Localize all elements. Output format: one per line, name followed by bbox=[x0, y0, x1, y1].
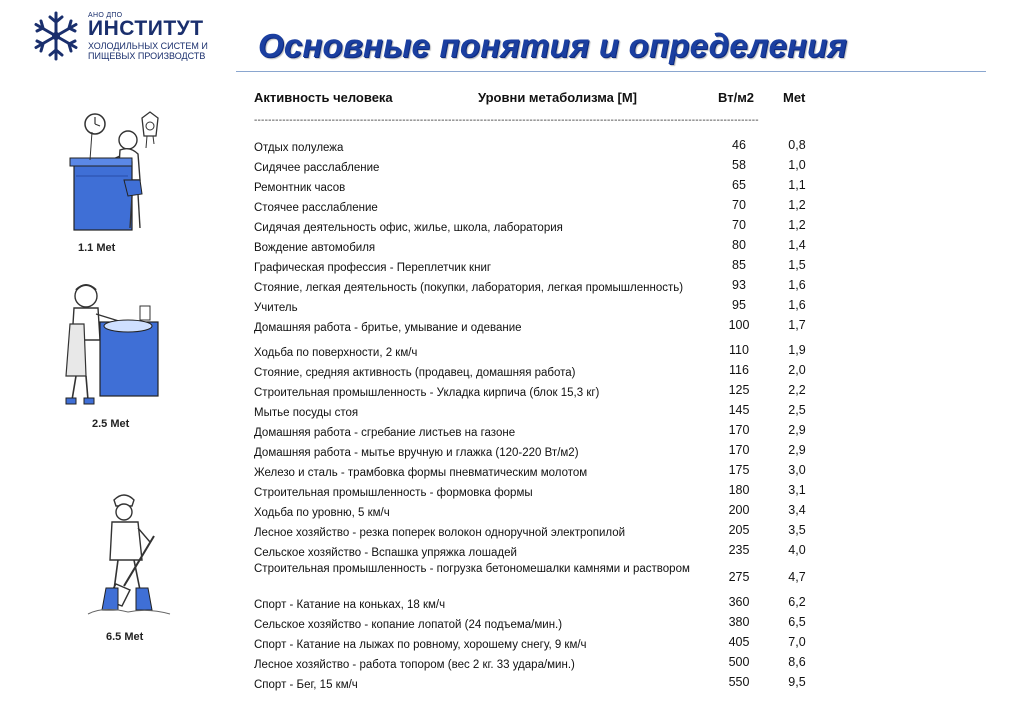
activity-cell: Сельское хозяйство - копание лопатой (24 подъема/мин.) bbox=[254, 619, 563, 631]
wm2-cell: 175 bbox=[728, 463, 750, 477]
met-cell: 2,9 bbox=[788, 443, 806, 457]
activity-cell: Стояние, средняя активность (продавец, домашняя работа) bbox=[254, 367, 576, 379]
activity-cell: Учитель bbox=[254, 302, 298, 314]
met-cell: 3,1 bbox=[788, 483, 806, 497]
wm2-cell: 95 bbox=[732, 298, 746, 312]
wm2-cell: 275 bbox=[728, 570, 750, 584]
met-cell: 3,4 bbox=[788, 503, 806, 517]
activity-cell: Лесное хозяйство - резка поперек волокон одноручной электропилой bbox=[254, 527, 626, 539]
wm2-cell: 145 bbox=[728, 403, 750, 417]
activity-cell: Ремонтник часов bbox=[254, 182, 346, 194]
wm2-cell: 235 bbox=[728, 543, 750, 557]
wm2-cell: 58 bbox=[732, 158, 746, 172]
activity-cell: Строительная промышленность - Укладка кирпича (блок 15,3 кг) bbox=[254, 387, 600, 399]
activity-cell: Строительная промышленность - погрузка бетономешалки камнями и раствором bbox=[254, 563, 690, 575]
activity-cell: Спорт - Катание на коньках, 18 км/ч bbox=[254, 599, 446, 611]
activity-cell: Вождение автомобиля bbox=[254, 242, 376, 254]
wm2-cell: 550 bbox=[728, 675, 750, 689]
activity-cell: Графическая профессия - Переплетчик книг bbox=[254, 262, 492, 274]
met-cell: 1,4 bbox=[788, 238, 806, 252]
met-cell: 1,9 bbox=[788, 343, 806, 357]
met-cell: 2,5 bbox=[788, 403, 806, 417]
met-cell: 2,9 bbox=[788, 423, 806, 437]
wm2-cell: 360 bbox=[728, 595, 750, 609]
activity-cell: Железо и сталь - трамбовка формы пневматическим молотом bbox=[254, 467, 588, 479]
activity-cell: Сидячая деятельность офис, жилье, школа, лаборатория bbox=[254, 222, 563, 234]
met-cell: 3,5 bbox=[788, 523, 806, 537]
activity-cell: Ходьба по уровню, 5 км/ч bbox=[254, 507, 390, 519]
activity-cell: Стояние, легкая деятельность (покупки, лаборатория, легкая промышленность) bbox=[254, 282, 684, 294]
wm2-cell: 100 bbox=[728, 318, 750, 332]
dishwashing-figure-icon bbox=[60, 280, 170, 410]
activity-cell: Домашняя работа - мытье вручную и глажка (120-220 Вт/м2) bbox=[254, 447, 579, 459]
activity-cell: Сидячее расслабление bbox=[254, 162, 380, 174]
header-separator: ----------------------------------------------------------------------------------------------------------------------------------------------- bbox=[254, 115, 759, 126]
wm2-cell: 180 bbox=[728, 483, 750, 497]
logo-subtitle-line2: ПИЩЕВЫХ ПРОИЗВОДСТВ bbox=[88, 51, 206, 61]
activity-cell: Лесное хозяйство - работа топором (вес 2 кг. 33 удара/мин.) bbox=[254, 659, 575, 671]
met-cell: 6,2 bbox=[788, 595, 806, 609]
wm2-cell: 85 bbox=[732, 258, 746, 272]
activity-cell: Ходьба по поверхности, 2 км/ч bbox=[254, 347, 418, 359]
activity-cell: Спорт - Катание на лыжах по ровному, хорошему снегу, 9 км/ч bbox=[254, 639, 587, 651]
met-cell: 9,5 bbox=[788, 675, 806, 689]
met-cell: 4,7 bbox=[788, 570, 806, 584]
logo-subtitle-line1: ХОЛОДИЛЬНЫХ СИСТЕМ И bbox=[88, 41, 208, 51]
watchmaker-figure-icon bbox=[62, 110, 162, 240]
figure-label-2: 2.5 Met bbox=[92, 418, 130, 430]
wm2-cell: 46 bbox=[732, 138, 746, 152]
wm2-cell: 405 bbox=[728, 635, 750, 649]
met-cell: 1,5 bbox=[788, 258, 806, 272]
institute-logo bbox=[30, 8, 230, 64]
activity-cell: Домашняя работа - бритье, умывание и одевание bbox=[254, 322, 522, 334]
wm2-cell: 93 bbox=[732, 278, 746, 292]
title-underline bbox=[236, 71, 986, 72]
header-wm2: Вт/м2 bbox=[718, 90, 755, 105]
header-met: Met bbox=[783, 90, 806, 105]
activity-cell: Домашняя работа - сгребание листьев на газоне bbox=[254, 427, 516, 439]
met-cell: 3,0 bbox=[788, 463, 806, 477]
wm2-cell: 200 bbox=[728, 503, 750, 517]
met-cell: 8,6 bbox=[788, 655, 806, 669]
activity-cell: Строительная промышленность - формовка формы bbox=[254, 487, 533, 499]
logo-main-text: ИНСТИТУТ bbox=[88, 17, 204, 40]
wm2-cell: 170 bbox=[728, 423, 750, 437]
met-cell: 1,2 bbox=[788, 198, 806, 212]
met-cell: 1,7 bbox=[788, 318, 806, 332]
met-cell: 1,1 bbox=[788, 178, 806, 192]
met-cell: 7,0 bbox=[788, 635, 806, 649]
figure-label-1: 1.1 Met bbox=[78, 242, 116, 254]
activity-cell: Стоячее расслабление bbox=[254, 202, 378, 214]
activity-cell: Отдых полулежа bbox=[254, 142, 344, 154]
met-cell: 1,2 bbox=[788, 218, 806, 232]
wm2-cell: 65 bbox=[732, 178, 746, 192]
logo-pre-text: АНО ДПО bbox=[88, 12, 123, 19]
activity-cell: Мытье посуды стоя bbox=[254, 407, 359, 419]
wm2-cell: 500 bbox=[728, 655, 750, 669]
met-cell: 4,0 bbox=[788, 543, 806, 557]
met-cell: 2,0 bbox=[788, 363, 806, 377]
wm2-cell: 125 bbox=[728, 383, 750, 397]
header-metabolic-levels: Уровни метаболизма [M] bbox=[478, 90, 638, 105]
activity-cell: Сельское хозяйство - Вспашка упряжка лошадей bbox=[254, 547, 517, 559]
figure-label-3: 6.5 Met bbox=[106, 631, 144, 643]
met-cell: 1,0 bbox=[788, 158, 806, 172]
wm2-cell: 116 bbox=[729, 363, 749, 377]
wm2-cell: 70 bbox=[732, 218, 746, 232]
shoveling-figure-icon bbox=[84, 490, 174, 620]
wm2-cell: 110 bbox=[729, 343, 749, 357]
wm2-cell: 170 bbox=[728, 443, 750, 457]
wm2-cell: 380 bbox=[728, 615, 750, 629]
met-cell: 6,5 bbox=[788, 615, 806, 629]
met-cell: 1,6 bbox=[788, 298, 806, 312]
page-title: Основные понятия и определения bbox=[258, 27, 848, 64]
met-cell: 0,8 bbox=[788, 138, 806, 152]
activity-cell: Спорт - Бег, 15 км/ч bbox=[254, 679, 358, 691]
snowflake-icon bbox=[30, 10, 82, 62]
wm2-cell: 205 bbox=[728, 523, 750, 537]
met-cell: 1,6 bbox=[788, 278, 806, 292]
wm2-cell: 80 bbox=[732, 238, 746, 252]
header-activity: Активность человека bbox=[254, 90, 393, 105]
met-cell: 2,2 bbox=[788, 383, 806, 397]
wm2-cell: 70 bbox=[732, 198, 746, 212]
